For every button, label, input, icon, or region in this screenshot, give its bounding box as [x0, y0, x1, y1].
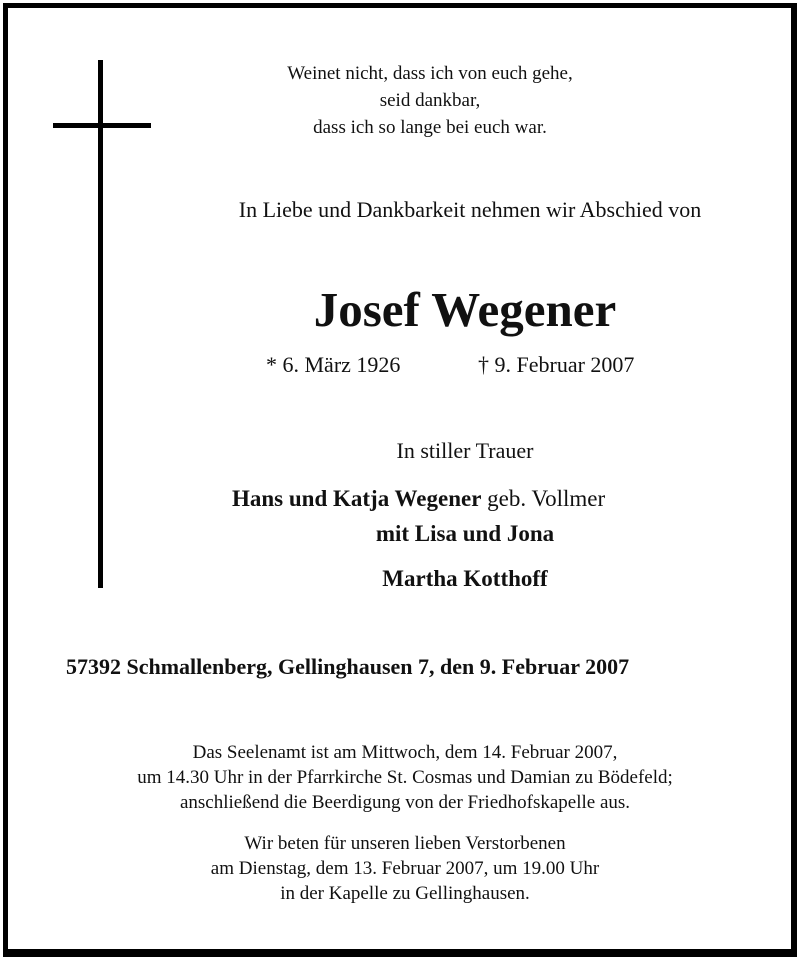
poem-line: Weinet nicht, dass ich von euch gehe,: [287, 63, 573, 84]
death-date: † 9. Februar 2007: [478, 352, 635, 377]
funeral-service-info: [60, 740, 750, 815]
service-line: anschließend die Beerdigung von der Friedhofskapelle aus.: [179, 792, 631, 813]
service-line: Das Seelenamt ist am Mittwoch, dem 14. Februar 2007,: [192, 742, 618, 763]
service-line: um 14.30 Uhr in der Pfarrkirche St. Cosmas und Damian zu Bödefeld;: [137, 767, 673, 788]
mourner-line-3: Martha Kotthoff: [382, 566, 548, 591]
cross-icon-horizontal-bar: [53, 123, 151, 128]
wake-line: Wir beten für unseren lieben Verstorbenen: [244, 833, 566, 854]
mourner-line-2: mit Lisa und Jona: [375, 521, 555, 546]
birth-date: * 6. März 1926: [266, 352, 401, 377]
wake-line: in der Kapelle zu Gellinghausen.: [280, 883, 530, 904]
deceased-name: Josef Wegener: [313, 282, 617, 337]
mourning-label: In stiller Trauer: [396, 438, 534, 463]
poem-line: dass ich so lange bei euch war.: [313, 117, 547, 138]
poem: [270, 60, 590, 141]
wake-line: am Dienstag, dem 13. Februar 2007, um 19.00 Uhr: [210, 858, 600, 879]
mourner-name: Hans und Katja Wegener: [232, 486, 482, 511]
intro-text: In Liebe und Dankbarkeit nehmen wir Abschied von: [238, 197, 702, 222]
cross-icon-vertical-bar: [98, 60, 103, 588]
mourner-line-1: [232, 484, 605, 514]
poem-line: seid dankbar,: [379, 90, 481, 111]
mourner-suffix: geb. Vollmer: [487, 486, 606, 511]
place-and-date: 57392 Schmallenberg, Gellinghausen 7, den 9. Februar 2007: [66, 654, 630, 679]
prayer-service-info: [60, 831, 750, 906]
